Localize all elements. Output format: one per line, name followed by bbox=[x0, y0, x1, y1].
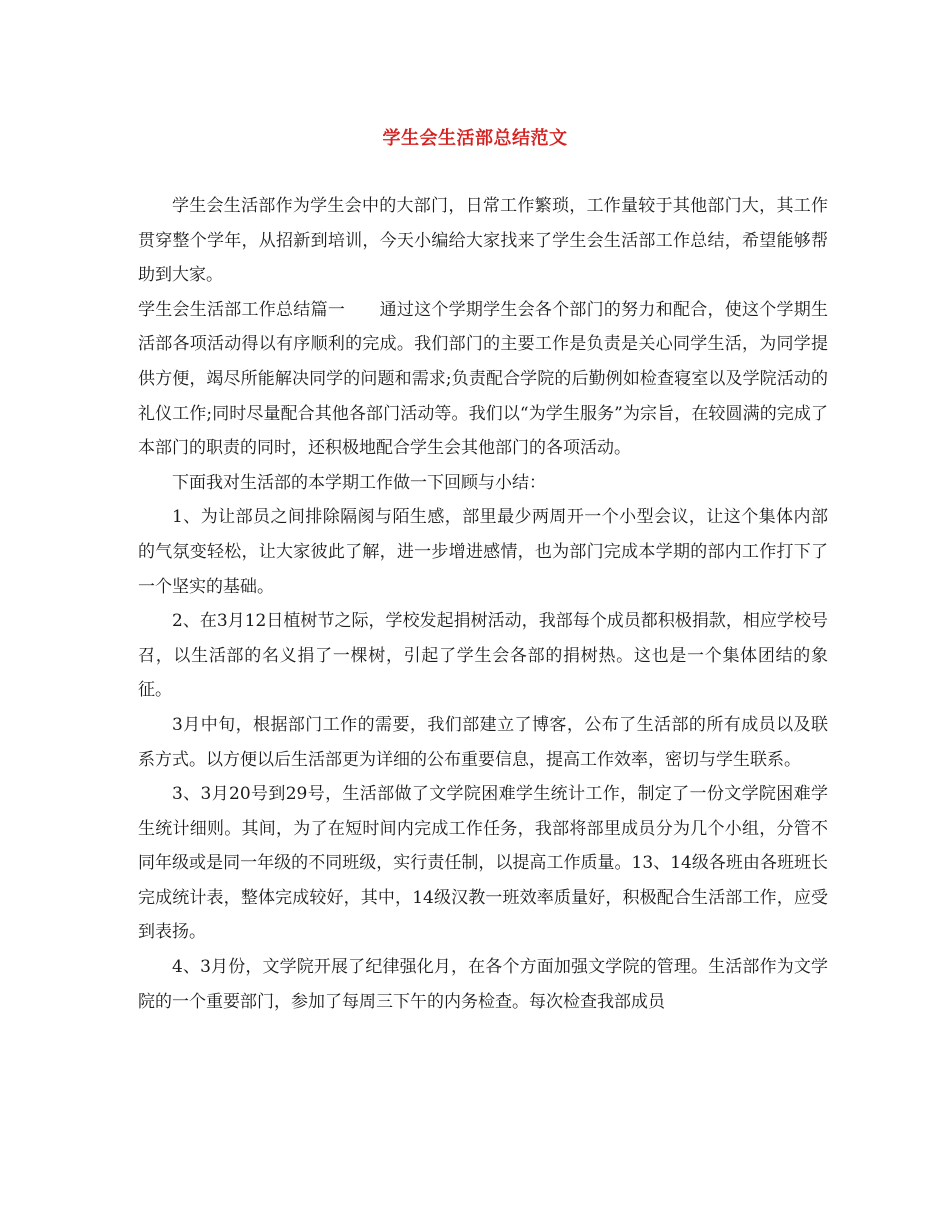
paragraph-item-2: 2、在3月12日植树节之际，学校发起捐树活动，我部每个成员都积极捐款，相应学校号召，以生活部的名义捐了一棵树，引起了学生会各部的捐树热。这也是一个集体团结的象征。 bbox=[138, 611, 828, 701]
paragraph-item-1: 1、为让部员之间排除隔阂与陌生感，部里最少两周开一个小型会议，让这个集体内部的气氛变轻松，让大家彼此了解，进一步增进感情，也为部门完成本学期的部内工作打下了一个坚实的基础。 bbox=[138, 507, 828, 597]
paragraph-review-heading: 下面我对生活部的本学期工作做一下回顾与小结： bbox=[172, 472, 546, 493]
paragraph-blog: 3月中旬，根据部门工作的需要，我们部建立了博客，公布了生活部的所有成员以及联系方式。以方便以后生活部更为详细的公布重要信息，提高工作效率，密切与学生联系。 bbox=[138, 714, 828, 770]
paragraph-summary-part-one: 学生会生活部工作总结篇一 通过这个学期学生会各个部门的努力和配合，使这个学期生活部各项活动得以有序顺利的完成。我们部门的主要工作是负责是关心同学生活，为同学提供方便，竭尽所能解决同学的问题和需求;负责配合学院的后勤例如检查寝室以及学院活动的礼仪工作;同时尽量配合其他各部门活动等。我们以“为学生服务”为宗旨，在较圆满的完成了本部门的职责的同时，还积极地配合学生会其他部门的各项活动。 bbox=[138, 299, 828, 459]
document-title: 学生会生活部总结范文 bbox=[382, 128, 568, 149]
paragraph-item-4: 4、3月份，文学院开展了纪律强化月，在各个方面加强文学院的管理。生活部作为文学院的一个重要部门，参加了每周三下午的内务检查。每次检查我部成员 bbox=[138, 957, 828, 1012]
paragraph-item-3: 3、3月20号到29号，生活部做了文学院困难学生统计工作，制定了一份文学院困难学生统计细则。其间，为了在短时间内完成工作任务，我部将部里成员分为几个小组，分管不同年级或是同一年级的不同班级，实行责任制，以提高工作质量。13、14级各班由各班班长完成统计表，整体完成较好，其中，14级汉教一班效率质量好，积极配合生活部工作，应受到表扬。 bbox=[138, 784, 828, 943]
paragraph-intro: 学生会生活部作为学生会中的大部门，日常工作繁琐，工作量较于其他部门大，其工作贯穿整个学年，从招新到培训，今天小编给大家找来了学生会生活部工作总结，希望能够帮助到大家。 bbox=[138, 196, 828, 286]
document-body bbox=[138, 189, 828, 1019]
